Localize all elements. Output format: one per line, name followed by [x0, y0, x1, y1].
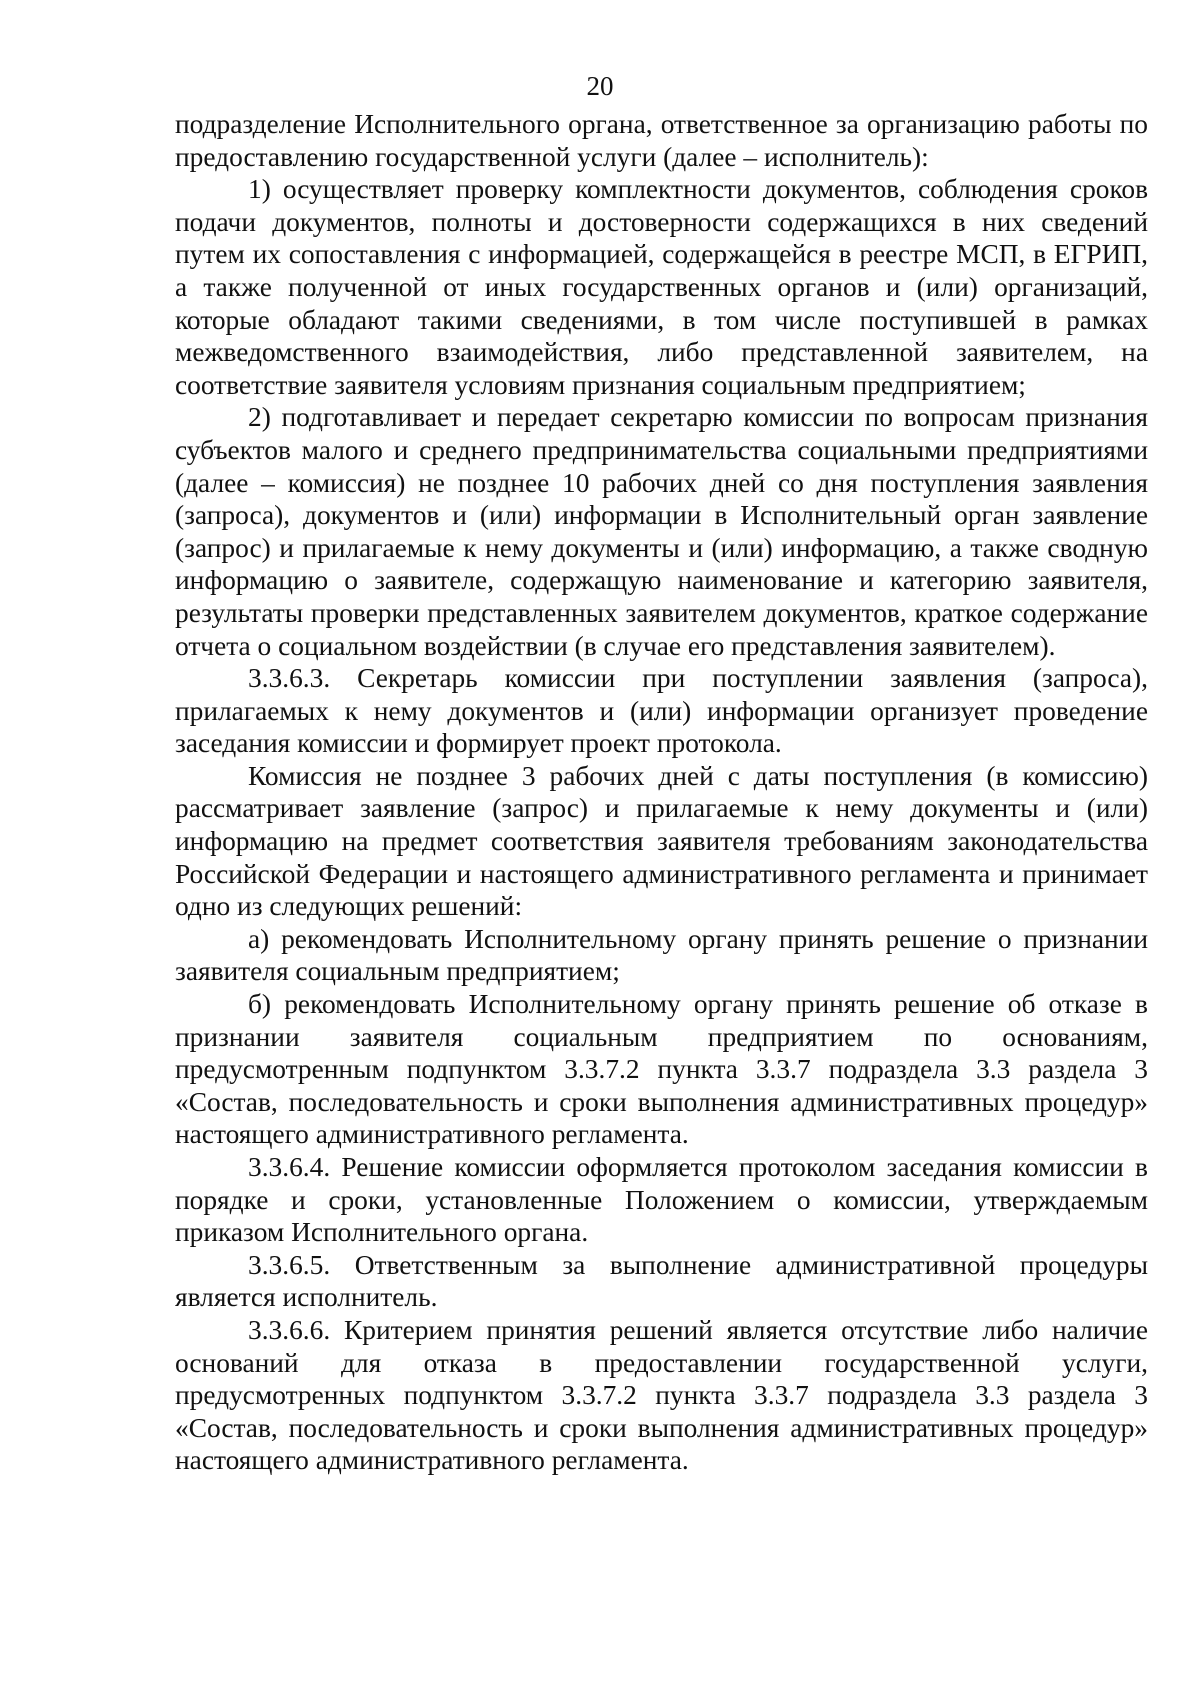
document-body	[175, 108, 1148, 1477]
paragraph-3-3-6-3: 3.3.6.3. Секретарь комиссии при поступлении заявления (запроса), прилагаемых к нему документов и (или) информации организует проведение заседания комиссии и формирует проект протокола.	[175, 663, 1148, 759]
page-number: 20	[586, 71, 614, 101]
paragraph-commission: Комиссия не позднее 3 рабочих дней с даты поступления (в комиссию) рассматривает заявление (запрос) и прилагаемые к нему документы и (или) информацию на предмет соответствия заявителя требованиям законодательства Российской Федерации и настоящего административного регламента и принимает одно из следующих решений:	[175, 760, 1148, 922]
paragraph-3-3-6-6: 3.3.6.6. Критерием принятия решений является отсутствие либо наличие оснований для отказа в предоставлении государственной услуги, предусмотренных подпунктом 3.3.7.2 пункта 3.3.7 подраздела 3.3 раздела 3 «Состав, последовательность и сроки выполнения административных процедур» настоящего административного регламента.	[175, 1314, 1148, 1476]
paragraph-decision-a: а) рекомендовать Исполнительному органу принять решение о признании заявителя социальным предприятием;	[175, 923, 1148, 987]
paragraph-3-3-6-4: 3.3.6.4. Решение комиссии оформляется протоколом заседания комиссии в порядке и сроки, установленные Положением о комиссии, утверждаемым приказом Исполнительного органа.	[175, 1152, 1148, 1248]
paragraph-item-2: 2) подготавливает и передает секретарю комиссии по вопросам признания субъектов малого и среднего предпринимательства социальными предприятиями (далее – комиссия) не позднее 10 рабочих дней со дня поступления заявления (запроса), документов и (или) информации в Исполнительный орган заявление (запрос) и прилагаемые к нему документы и (или) информацию, а также сводную информацию о заявителе, содержащую наименование и категорию заявителя, результаты проверки представленных заявителем документов, краткое содержание отчета о социальном воздействии (в случае его представления заявителем).	[175, 402, 1148, 661]
paragraph-3-3-6-5: 3.3.6.5. Ответственным за выполнение административной процедуры является исполнитель.	[175, 1249, 1148, 1313]
paragraph-continuation: подразделение Исполнительного органа, ответственное за организацию работы по предоставлению государственной услуги (далее – исполнитель):	[175, 109, 1148, 172]
paragraph-decision-b: б) рекомендовать Исполнительному органу принять решение об отказе в признании заявителя социальным предприятием по основаниям, предусмотренным подпунктом 3.3.7.2 пункта 3.3.7 подраздела 3.3 раздела 3 «Состав, последовательность и сроки выполнения административных процедур» настоящего административного регламента.	[175, 989, 1148, 1150]
paragraph-item-1: 1) осуществляет проверку комплектности документов, соблюдения сроков подачи документов, полноты и достоверности содержащихся в них сведений путем их сопоставления с информацией, содержащейся в реестре МСП, в ЕГРИП, а также полученной от иных государственных органов и (или) организаций, которые обладают такими сведениями, в том числе поступившей в рамках межведомственного взаимодействия, либо представленной заявителем, на соответствие заявителя условиям признания социальным предприятием;	[175, 174, 1148, 400]
